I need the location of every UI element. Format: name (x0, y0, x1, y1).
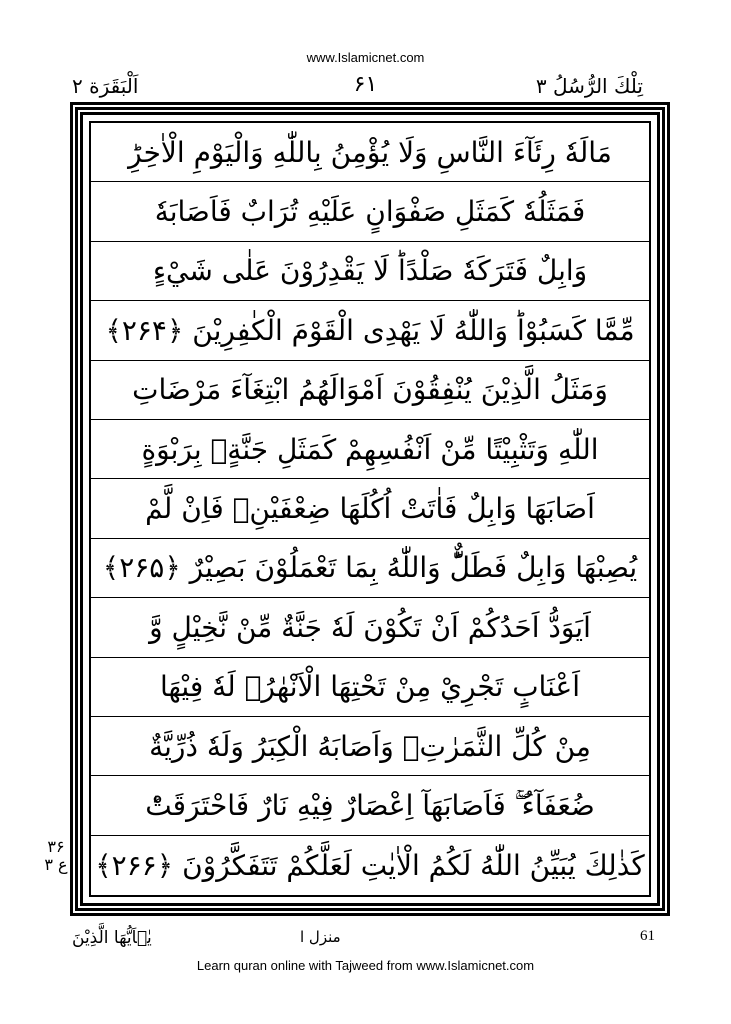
juz-name: تِلْكَ الرُّسُلُ ۳ (535, 74, 643, 98)
promo-text: Learn quran online with Tajweed from www.Islamicnet.com (196, 958, 535, 973)
verse-line: فَمَثَلُهٗ كَمَثَلِ صَفْوَانٍ عَلَيْهِ تُرَابٌ فَاَصَابَهٗ (91, 182, 649, 241)
verse-line: كَذٰلِكَ يُبَيِّنُ اللّٰهُ لَكُمُ الْاٰيٰتِ لَعَلَّكُمْ تَتَفَكَّرُوْنَ ﴿۲۶۶﴾ (95, 848, 645, 882)
verse-line: وَمَثَلُ الَّذِيْنَ يُنْفِقُوْنَ اَمْوَالَهُمُ ابْتِغَآءَ مَرْضَاتِ (91, 361, 649, 420)
verse-line: مِنْ كُلِّ الثَّمَرٰتِۙ وَاَصَابَهُ الْكِبَرُ وَلَهٗ ذُرِّيَّةٌ (91, 717, 649, 776)
site-url: www.Islamicnet.com (306, 50, 425, 65)
page-number: 61 (640, 928, 655, 944)
manzil-label: منزل ا (300, 928, 341, 946)
verse-block (91, 123, 649, 895)
verse-line: اَصَابَهَا وَابِلٌ فَاٰتَتْ اُكُلَهَا ضِعْفَيْنِۚ فَاِنْ لَّمْ (91, 479, 649, 538)
verse-line: وَابِلٌ فَتَرَكَهٗ صَلْدًاؕ لَا يَقْدِرُوْنَ عَلٰى شَيْءٍ (91, 242, 649, 301)
verse-line: اللّٰهِ وَتَثْبِيْتًا مِّنْ اَنْفُسِهِمْ كَمَثَلِ جَنَّةٍۢ بِرَبْوَةٍ (91, 420, 649, 479)
verse-line: مِّمَّا كَسَبُوْاؕ وَاللّٰهُ لَا يَهْدِى الْقَوْمَ الْكٰفِرِيْنَ ﴿۲۶۴﴾ (91, 301, 649, 360)
verse-line: اَيَوَدُّ اَحَدُكُمْ اَنْ تَكُوْنَ لَهٗ جَنَّةٌ مِّنْ نَّخِيْلٍ وَّ (91, 598, 649, 657)
verse-line: يُصِبْهَا وَابِلٌ فَطَلٌّؕ وَاللّٰهُ بِمَا تَعْمَلُوْنَ بَصِيْرٌ ﴿۲۶۵﴾ (91, 539, 649, 598)
ruku-marker: ۳۶ ع ۳ (44, 837, 68, 874)
next-page-words: يٰۤاَيُّهَا الَّذِيْنَ (72, 928, 152, 948)
surah-name: اَلْبَقَرَة ۲ (72, 74, 139, 98)
page-number-arabic: ۶۱ (353, 72, 378, 97)
verse-line: اَعْنَابٍ تَجْرِيْ مِنْ تَحْتِهَا الْاَنْهٰرُۙ لَهٗ فِيْهَا (91, 658, 649, 717)
verse-line: مَالَهٗ رِئَآءَ النَّاسِ وَلَا يُؤْمِنُ بِاللّٰهِ وَالْيَوْمِ الْاٰخِرِؕ (91, 123, 649, 182)
verse-line: ضُعَفَآءُ ۖۚ فَاَصَابَهَآ اِعْصَارٌ فِيْهِ نَارٌ فَاحْتَرَقَتْؕ (91, 776, 649, 835)
